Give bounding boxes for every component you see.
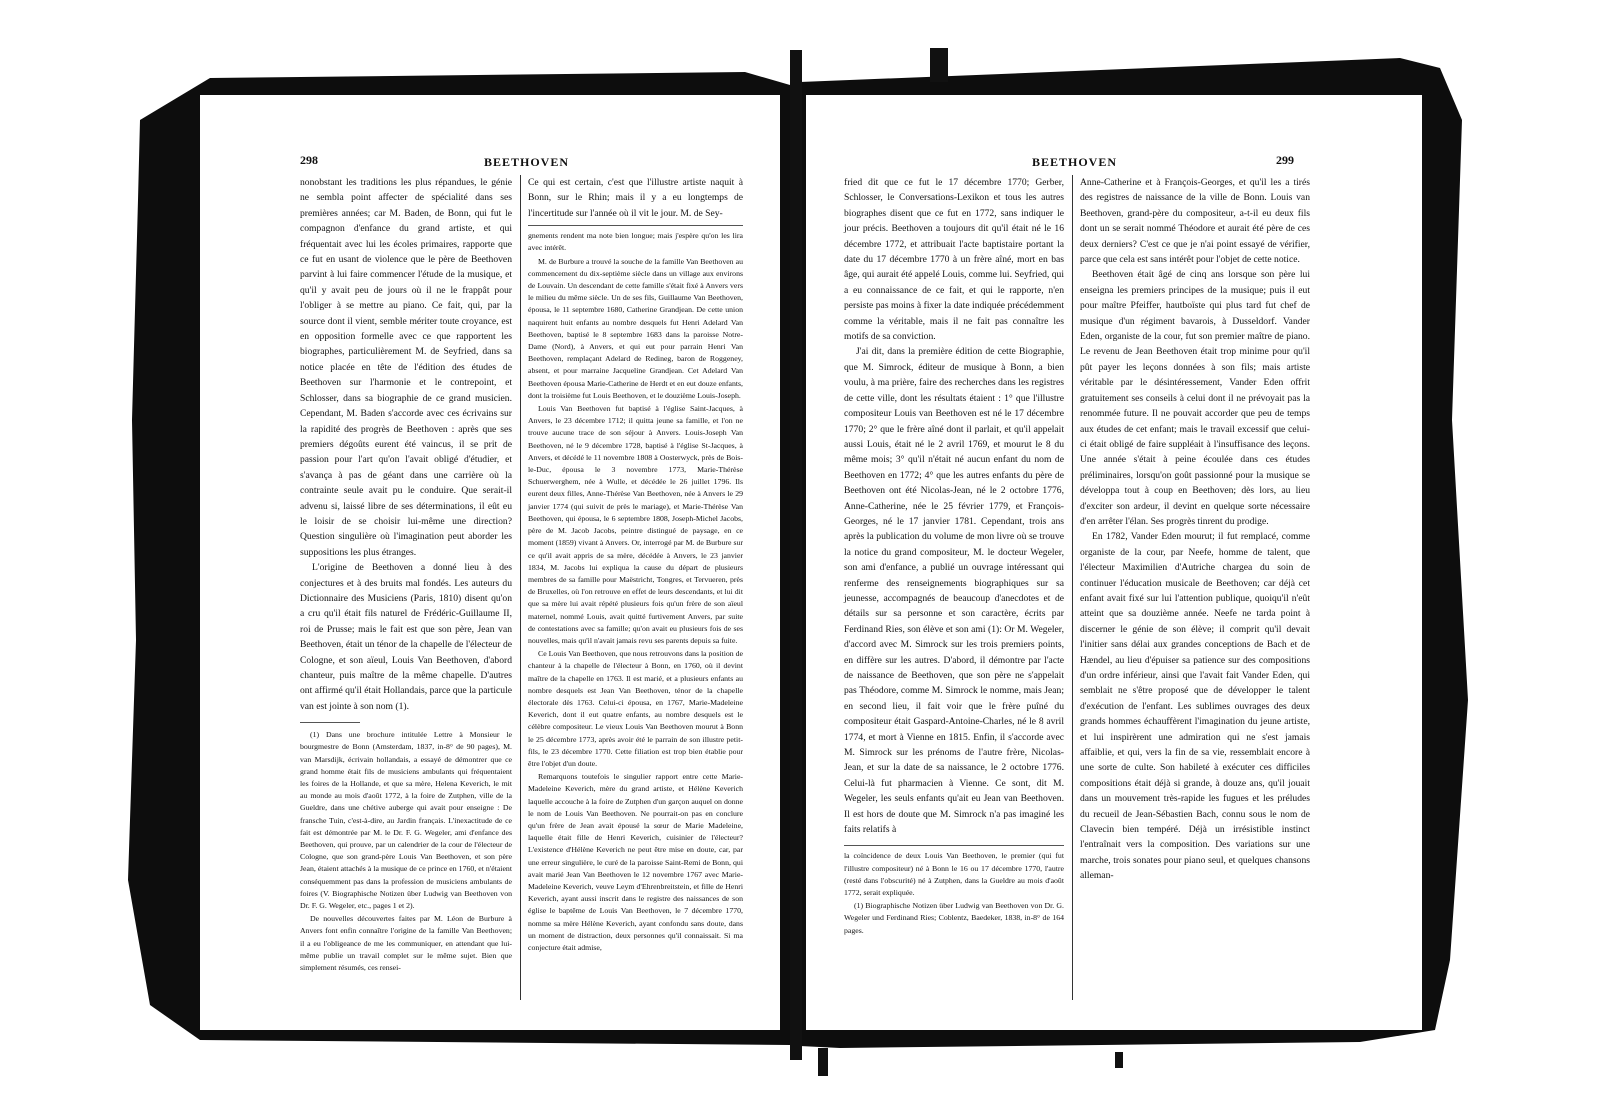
- paragraph: Beethoven était âgé de cinq ans lorsque son père lui enseigna les premiers principes de la musique; puis il eut pour maître Pfeiffer, hautboïste qui plus tard fut chef de musique d'un régiment bavarois, à Dusseldorf. Vander Eden, organiste de la cour, fut son premier maître de piano. Le revenu de Jean Beethoven était trop minime pour qu'il pût payer les leçons données à son fils; mais artiste véritable par le désintéressement, Vander Eden offrit gratuitement ses conseils à celui dont il ne prévoyait pas la renommée future. Il ne pouvait accorder que peu de temps aux études de cet enfant; mais le travail excessif que celui-ci était obligé de faire suppléait à l'insuffisance des leçons. Une année s'était à peine écoulée dans ces études préliminaires, lorsqu'on goût passionné pour la musique se développa tout à coup en Beethoven; dès lors, au lieu d'exciter son ardeur, il devint en quelque sorte nécessaire d'en arrêter l'élan. Ses progrès tinrent du prodige.: [1080, 269, 1310, 527]
- left-column-2: [528, 175, 743, 955]
- footnote-rule: [300, 722, 360, 723]
- ink-speck: [818, 1048, 828, 1076]
- footnotes: [528, 230, 743, 954]
- page-number: 299: [1276, 153, 1294, 167]
- footnote: (1) Dans une brochure intitulée Lettre à Monsieur le bourgmestre de Bonn (Amsterdam, 1837, in-8° de 90 pages), M. van Marsdijk, écrivain hollandais, a essayé de démontrer que ce grand homme était fils de musiciens ambulants qui fréquentaient les foires de la Hollande, et que sa mère, Helena Keverich, le mit au monde au mois d'août 1772, à la foire de Zutphen, ville de la Gueldre, dans une chétive auberge qui avait pour enseigne : De fransche Tuin, c'est-à-dire, au Jardin français. L'inexactitude de ce fait est démontrée par M. le Dr. F. G. Wegeler, ami d'enfance des Beethoven, qui prouve, par un calendrier de la cour de l'électeur de Cologne, que son grand-père Louis Van Beethoven, et son père Jean, étaient attachés à la musique de ce prince en 1760, et n'étaient conséquemment pas dans la profession de musiciens ambulants de foires (V. Biographische Notizen über Ludwig van Beethoven von Dr. F. G. Wegeler, etc., pages 1 et 2).: [300, 730, 512, 911]
- paragraph: Ce qui est certain, c'est que l'illustre artiste naquit à Bonn, sur le Rhin; mais il y a eu longtemps de l'incertitude sur l'année où il vit le jour. M. de Sey-: [528, 177, 743, 219]
- paragraph: Anne-Catherine et à François-Georges, et qu'il les a tirés des registres de naissance de la ville de Bonn. Louis van Beethoven, grand-père du compositeur, a-t-il eu deux fils dont un se serait nommé Théodore et aurait été père de ces deux derniers? C'est ce que je n'ai point essayé de vérifier, parce que cela est sans intérêt pour l'objet de cette notice.: [1080, 177, 1310, 266]
- page-number: 298: [300, 153, 318, 167]
- footnote-rule: [844, 845, 1064, 846]
- footnote-rule: [528, 225, 743, 226]
- paragraph: J'ai dit, dans la première édition de cette Biographie, que M. Simrock, éditeur de musique à Bonn, a bien voulu, à ma prière, faire des recherches dans les registres de cette ville, dont les résultats étaient : 1° que l'illustre compositeur Louis van Beethoven est né le 17 décembre 1770; 2° que le frère aîné dont il parlait, et qu'il appelait aussi Louis, était né le 2 avril 1769, et mourut le 8 du même mois; 3° qu'il n'était né aucun enfant du nom de Beethoven en 1772; 4° que les autres enfants du père de Beethoven ont été Nicolas-Jean, né le 2 octobre 1776, Anne-Catherine, née le 25 février 1779, et François-Georges, né le 17 janvier 1781. Cependant, trois ans après la publication du volume de mon livre où se trouve la notice du grand compositeur, M. le docteur Wegeler, son ami d'enfance, a publié un ouvrage intéressant qui renferme des renseignements biographiques sur sa jeunesse, accompagnés de beaucoup d'anecdotes et de détails sur sa personne et son caractère, écrits par Ferdinand Ries, son élève et son ami (1): Or M. Wegeler, d'accord avec M. Simrock sur les trois premiers points, en diffère sur les autres. D'abord, il démontre par l'acte de naissance de Beethoven, que son père ne s'appelait pas Théodore, comme M. Simrock le nomme, mais Jean; en second lieu, il fait voir que le frère puîné du compositeur était Gaspard-Antoine-Charles, né le 8 avril 1774, et mort à Vienne en 1815. Enfin, il s'accorde avec M. Simrock sur les prénoms de l'autre frère, Nicolas-Jean, et sur la date de sa naissance, le 2 octobre 1776. Celui-là fut pharmacien à Vienne. Ce sont, dit M. Wegeler, les seuls enfants qu'ait eu Jean van Beethoven. Il est hors de doute que M. Simrock n'a pas imaginé les faits relatifs à: [844, 346, 1064, 836]
- left-page: [200, 95, 780, 1030]
- paragraph: nonobstant les traditions les plus répandues, le génie ne sembla point affecter de spécialité dans ses premières années; car M. Baden, de Bonn, qui fut le compagnon d'enfance du grand artiste, et qui fréquentait avec lui les écoles primaires, rapporte que ce fut en usant de violence que le père de Beethoven parvint à lui faire commencer l'étude de la musique, et qu'il y avait peu de jours où il ne le frappât pour l'obliger à se mettre au piano. Ce fait, qui, par la source dont il vient, semble mériter toute croyance, est en opposition formelle avec ce que rapportent les biographes, particulièrement M. de Seyfried, dans sa notice placée en tête de l'édition des études de Beethoven sur l'harmonie et le contrepoint, et Schlosser, dans sa biographie de ce grand musicien. Cependant, M. Baden s'accorde avec ces écrivains sur la rapidité des progrès de Beethoven : après que ses premiers dégoûts eurent été vaincus, il se prit de passion pour l'art qu'on l'avait obligé d'étudier, et s'avança à pas de géant dans une carrière où la contrainte seule avait pu le conduire. Que serait-il advenu si, laissé libre de ses déterminations, il eût eu le loisir de se choisir lui-même une direction? Question singulière où l'imagination peut aborder les suppositions les plus étranges.: [300, 177, 512, 558]
- paragraph: fried dit que ce fut le 17 décembre 1770; Gerber, Schlosser, le Conversations-Lexikon et tous les autres biographes disent que ce fut en 1772, sans indiquer le jour précis. Beethoven a toujours dit qu'il était né le 16 décembre 1772, et attribuait l'acte baptistaire portant la date du 17 décembre 1770 à un frère aîné, mort en bas âge, qui aurait été appelé Louis, comme lui. Seyfried, qui a eu connaissance de ce fait, et qui le rapporte, n'en persiste pas moins à fixer la date indiquée précédemment comme la véritable, mais il ne fait pas connaître les motifs de sa conviction.: [844, 177, 1064, 343]
- book-gutter: [790, 50, 802, 1060]
- main-text: [300, 175, 512, 714]
- ink-speck: [1115, 1052, 1123, 1068]
- footnote: (1) Biographische Notizen über Ludwig van Beethoven von Dr. G. Wegeler und Ferdinand Ries; Coblentz, Baedeker, 1838, in-8° de 164 pages.: [844, 901, 1064, 935]
- ink-speck: [930, 48, 948, 82]
- footnote: Louis Van Beethoven fut baptisé à l'église Saint-Jacques, à Anvers, le 23 décembre 1712; il quitta jeune sa famille, et l'on ne trouve aucune trace de son séjour à Anvers. Louis-Joseph Van Beethoven, né le 9 décembre 1728, baptisé à l'église St-Jacques, à Anvers, et décédé le 11 novembre 1808 à Oosterwyck, près de Bois-le-Duc, épousa le 3 novembre 1773, Marie-Thérèse Schuerwerghem, née à Wulle, et décédée le 26 juillet 1796. Ils eurent deux filles, Anne-Thérèse Van Beethoven, née à Anvers le 29 janvier 1774 (qui suivit de près le mariage), et Marie-Thérèse Van Beethoven, qui épousa, le 6 septembre 1808, Joseph-Michel Jacobs, père de M. Jacob Jacobs, peintre distingué de paysage, en ce moment (1859) vivant à Anvers. Or, interrogé par M. de Burbure sur ce qu'il avait appris de sa mère, décédée à Anvers, le 23 janvier 1834, M. Jacobs lui expliqua la cause du départ de plusieurs membres de sa famille pour Maëstricht, Tongres, et Tervueren, près de Bruxelles, où l'on retrouve en effet de leurs descendants, et lui dit que sa mère lui avait répété plusieurs fois qu'un frère de son aïeul maternel, nommé Louis, avait quitté furtivement Anvers, par suite de contestations avec sa famille; qu'on avait eu plusieurs fois de ses nouvelles, mais qu'il n'avait jamais revu ses parents depuis sa fuite.: [528, 404, 743, 645]
- running-head: BEETHOVEN: [1032, 155, 1118, 169]
- main-text: [528, 175, 743, 221]
- footnote: la coïncidence de deux Louis Van Beethoven, le premier (qui fut l'illustre compositeur) né à Bonn le 16 ou 17 décembre 1770, l'autre (resté dans l'obscurité) né à Zutphen, dans la Gueldre au mois d'août 1772, serait expliquée.: [844, 851, 1064, 898]
- paragraph: En 1782, Vander Eden mourut; il fut remplacé, comme organiste de la cour, par Neefe, homme de talent, que l'électeur Maximilien d'Autriche chargea du soin de continuer l'éducation musicale de Beethoven; car déjà cet enfant avait fixé sur lui l'attention publique, quoiqu'il n'eût atteint que sa douzième année. Neefe ne tarda point à discerner le génie de son élève; il comprit qu'il devait l'initier sans délai aux grandes conceptions de Bach et de Hændel, au lieu d'épuiser sa patience sur des compositions d'un ordre inférieur, ainsi que l'avait fait Vander Eden, qui semblait ne s'être proposé que de développer le talent d'exécution de l'enfant. Les sublimes ouvrages des deux grands hommes échauffèrent l'imagination du jeune artiste, et lui inspirèrent une admiration qui ne s'est jamais affaiblie, et qui, vers la fin de sa vie, ressemblait encore à une sorte de culte. Son habileté à exécuter ces difficiles compositions était déjà si grande, à douze ans, qu'il jouait dans un mouvement très-rapide les fugues et les préludes du recueil de Jean-Sébastien Bach, connu sous le nom de Clavecin bien tempéré. Déjà un irrésistible instinct l'entraînait vers la composition. Des variations sur une marche, trois sonates pour piano seul, et quelques chansons alleman-: [1080, 531, 1310, 882]
- column-rule: [1072, 175, 1073, 1000]
- column-rule: [520, 175, 521, 1000]
- main-text: [1080, 175, 1310, 884]
- right-page: [806, 95, 1422, 1030]
- paragraph: L'origine de Beethoven a donné lieu à des conjectures et à des bruits mal fondés. Les auteurs du Dictionnaire des Musiciens (Paris, 1810) disent qu'on a cru qu'il était fils naturel de Frédéric-Guillaume II, roi de Prusse; mais le fait est que son père, Jean van Beethoven, était un ténor de la chapelle de l'électeur de Cologne, et son aïeul, Louis Van Beethoven, d'abord chanteur, puis maître de la même chapelle. D'autres ont affirmé qu'il était Hollandais, parce que la particule van est jointe à son nom (1).: [300, 562, 512, 712]
- main-text: [844, 175, 1064, 837]
- footnote: Ce Louis Van Beethoven, que nous retrouvons dans la position de chanteur à la chapelle de l'électeur à Bonn, en 1760, où il devint maître de la chapelle en 1763. Il est marié, et a plusieurs enfants au nombre desquels est Jean Van Beethoven, ténor de la chapelle électorale dès 1763. Celui-ci épousa, en 1767, Marie-Madeleine Keverich, dont il eut quatre enfants, au nombre desquels est le célèbre compositeur. Le vieux Louis Van Beethoven mourut à Bonn le 25 décembre 1773, après avoir été le parrain de son illustre petit-fils, le 23 décembre 1770. Cette filiation est trop bien établie pour être l'objet d'un doute.: [528, 649, 743, 768]
- footnote: De nouvelles découvertes faites par M. Léon de Burbure à Anvers font enfin connaître l'origine de la famille Van Beethoven; il a eu l'obligeance de me les communiquer, en attendant que lui-même publie un travail complet sur le même sujet. Bien que simplement résumés, ces rensei-: [300, 914, 512, 973]
- left-column-1: [300, 175, 512, 975]
- right-column-1: [844, 175, 1064, 938]
- footnote: gnements rendent ma note bien longue; mais j'espère qu'on les lira avec intérêt.: [528, 231, 743, 253]
- right-column-2: [1080, 175, 1310, 884]
- footnote: Remarquons toutefois le singulier rapport entre cette Marie-Madeleine Keverich, mère du grand artiste, et Hélène Keverich laquelle accouche à la foire de Zutphen d'un garçon auquel on donne le nom de Louis Van Beethoven. Ne pourrait-on pas en conclure qu'un frère de Jean avait épousé la sœur de Marie Madeleine, laquelle était fille de Henri Keverich, cuisinier de l'électeur? L'existence d'Hélène Keverich ne peut être mise en doute, car, par une erreur singulière, le curé de la paroisse Saint-Remi de Bonn, qui avait marié Jean Van Beethoven le 12 novembre 1767 avec Marie-Madeleine Keverich, veuve Leym d'Ehrenbreitstein, et fille de Henri Keverich, ayant aussi inscrit dans le registre des naissances de son église le baptême de Louis Van Beethoven, le 7 décembre 1770, nomme sa mère Hélène Keverich, ayant confondu sans doute, dans un moment de distraction, deux personnes qu'il connaissait. Si ma conjecture était admise,: [528, 772, 743, 952]
- footnote: M. de Burbure a trouvé la souche de la famille Van Beethoven au commencement du dix-septième siècle dans un village aux environs de Louvain. Un descendant de cette famille s'était fixé à Anvers vers le milieu du même siècle. Un de ses fils, Guillaume Van Beethoven, épousa, le 11 septembre 1680, Catherine Grandjean. De cette union naquirent huit enfants au nombre desquels fut Henri Adelard Van Beethoven, baptisé le 8 septembre 1683 dans la paroisse Notre-Dame (Nord), à Anvers, et qui eut pour parrain Henri Van Beethoven, remplaçant Adelard de Redineg, baron de Roggeney, absent, et pour marraine Jacqueline Grandjean. Cet Adelard Van Beethoven épousa Marie-Catherine de Herdt et en eut douze enfants, dont la troisième fut Louis Beethoven, et le douzième Louis-Joseph.: [528, 256, 743, 400]
- footnotes: [844, 850, 1064, 936]
- running-head: BEETHOVEN: [484, 155, 570, 169]
- footnotes: [300, 729, 512, 974]
